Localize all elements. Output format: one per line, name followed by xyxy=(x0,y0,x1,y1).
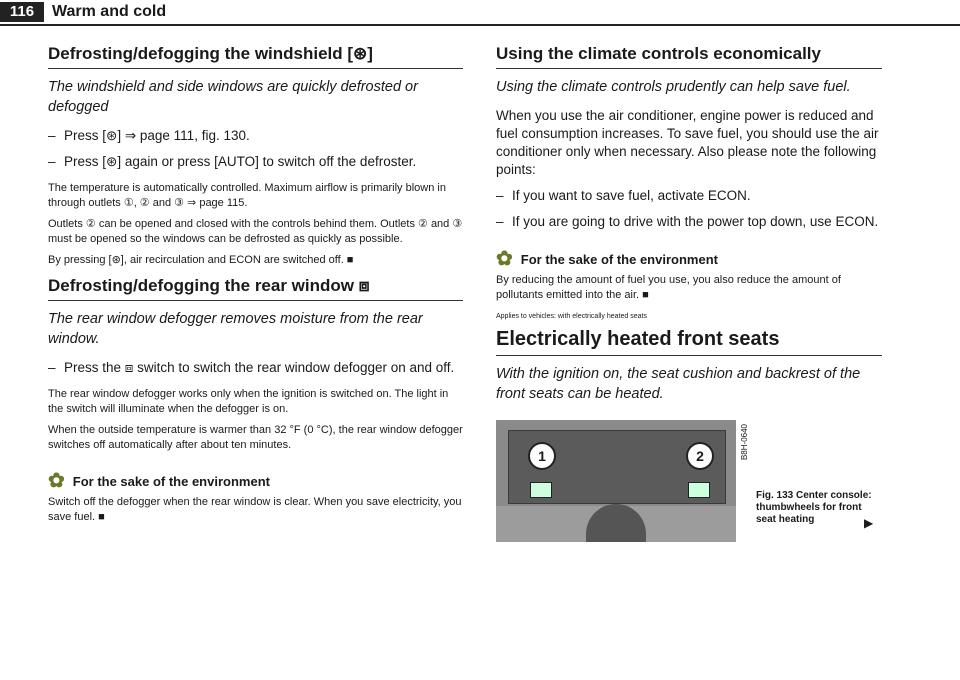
section-lead: The windshield and side windows are quickly defrosted or defogged xyxy=(48,79,418,115)
page-number: 116 xyxy=(0,2,44,22)
body-text: Outlets ② can be opened and closed with the controls behind them. Outlets ② and ③ must be opened so the windows can be defrosted as quickly as possible. xyxy=(48,218,463,245)
step-list xyxy=(48,127,463,171)
applies-note: Applies to vehicles: with electrically heated seats xyxy=(496,313,647,320)
chapter-title: Warm and cold xyxy=(52,3,167,20)
body-text: When you use the air conditioner, engine power is reduced and fuel consumption increases. To save fuel, you should use the air conditioner only when necessary. Also please note the following points: xyxy=(496,108,879,177)
step-item: – Press [⊛] again or press [AUTO] to switch off the defroster. xyxy=(48,153,463,171)
leaf-icon: ✿ xyxy=(48,470,65,492)
step-item: – If you want to save fuel, activate ECON. xyxy=(496,187,882,205)
body-text: The rear window defogger works only when the ignition is switched on. The light in the switch will illuminate when the defogger is on. xyxy=(48,388,449,415)
environment-note-heading xyxy=(48,471,463,491)
body-text: The temperature is automatically controlled. Maximum airflow is primarily blown in through outlets ①, ② and ③ ⇒ page 115. xyxy=(48,182,446,209)
thumbwheel-right xyxy=(688,482,710,498)
section-lead: Using the climate controls prudently can help save fuel. xyxy=(496,79,851,95)
header-rule xyxy=(0,24,960,26)
callout-2: 2 xyxy=(686,442,714,470)
section-heading-windshield: Defrosting/defogging the windshield [⊛] xyxy=(48,44,463,69)
figure-code: B8H-0640 xyxy=(740,424,749,461)
figure-center-console xyxy=(496,420,882,542)
callout-1: 1 xyxy=(528,442,556,470)
environment-heading-text: For the sake of the environment xyxy=(72,473,270,489)
environment-note-text: By reducing the amount of fuel you use, you also reduce the amount of pollutants emitted into the air. ■ xyxy=(496,274,841,301)
section-lead: With the ignition on, the seat cushion and backrest of the front seats can be heated. xyxy=(496,366,861,402)
left-column xyxy=(48,36,463,531)
right-column xyxy=(496,36,882,542)
continue-arrow-icon: ▶ xyxy=(864,516,874,530)
environment-note-heading xyxy=(496,249,882,269)
step-list xyxy=(48,359,463,377)
body-text: By pressing [⊛], air recirculation and ECON are switched off. ■ xyxy=(48,254,354,266)
figure-caption: Fig. 133 Center console: thumbwheels for front seat heating xyxy=(756,490,872,525)
section-heading-rear-window: Defrosting/defogging the rear window ⧈ xyxy=(48,276,463,301)
step-item: – Press [⊛] ⇒ page 111, fig. 130. xyxy=(48,127,463,145)
console-photo xyxy=(496,420,736,542)
step-item: – Press the ⧈ switch to switch the rear window defogger on and off. xyxy=(48,359,463,377)
page-header xyxy=(0,0,960,26)
section-heading-heated-seats: Electrically heated front seats xyxy=(496,328,882,356)
step-item: – If you are going to drive with the power top down, use ECON. xyxy=(496,213,882,231)
leaf-icon: ✿ xyxy=(496,248,513,270)
thumbwheel-left xyxy=(530,482,552,498)
environment-heading-text: For the sake of the environment xyxy=(520,251,718,267)
section-heading-economy: Using the climate controls economically xyxy=(496,44,882,69)
step-list xyxy=(496,187,882,231)
body-text: When the outside temperature is warmer than 32 °F (0 °C), the rear window defogger switches off automatically after about ten minutes. xyxy=(48,424,463,451)
section-lead: The rear window defogger removes moisture from the rear window. xyxy=(48,311,423,347)
environment-note-text: Switch off the defogger when the rear window is clear. When you save electricity, you save fuel. ■ xyxy=(48,496,462,523)
